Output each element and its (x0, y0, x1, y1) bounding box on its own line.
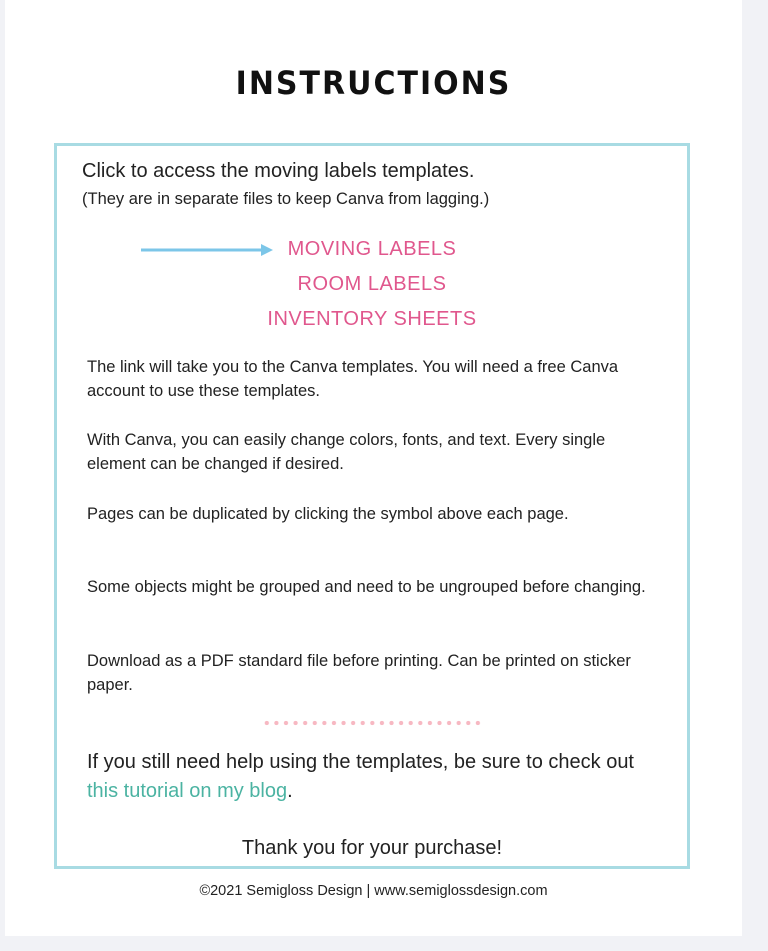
help-text-after: . (287, 780, 293, 802)
thank-you-text: Thank you for your purchase! (241, 837, 503, 859)
intro-note: (They are in separate files to keep Canva from lagging.) (82, 190, 490, 208)
moving-labels-link[interactable]: MOVING LABELS (287, 238, 457, 260)
help-text (87, 748, 667, 806)
page-title: INSTRUCTIONS (235, 64, 512, 103)
footer-copyright: ©2021 Semigloss Design | www.semiglossdesign.com (199, 883, 548, 899)
document-page (5, 0, 742, 936)
intro-text: Click to access the moving labels templates. (82, 160, 475, 182)
paragraph-grouped-objects: Some objects might be grouped and need to be ungrouped before changing. (87, 578, 646, 596)
paragraph-download-pdf: Download as a PDF standard file before printing. Can be printed on sticker paper. (87, 652, 631, 694)
paragraph-canva-link: The link will take you to the Canva templates. You will need a free Canva account to use these templates. (87, 358, 619, 400)
help-text-before: If you still need help using the templates, be sure to check out (87, 751, 634, 773)
blog-tutorial-link[interactable]: this tutorial on my blog (87, 780, 288, 802)
room-labels-link[interactable]: ROOM LABELS (297, 273, 447, 295)
inventory-sheets-link[interactable]: INVENTORY SHEETS (267, 308, 477, 330)
paragraph-canva-edit: With Canva, you can easily change colors, fonts, and text. Every single element can be changed if desired. (87, 431, 606, 473)
paragraph-duplicate-pages: Pages can be duplicated by clicking the symbol above each page. (87, 505, 569, 523)
dotted-divider (262, 720, 482, 726)
instructions-frame (54, 143, 690, 869)
